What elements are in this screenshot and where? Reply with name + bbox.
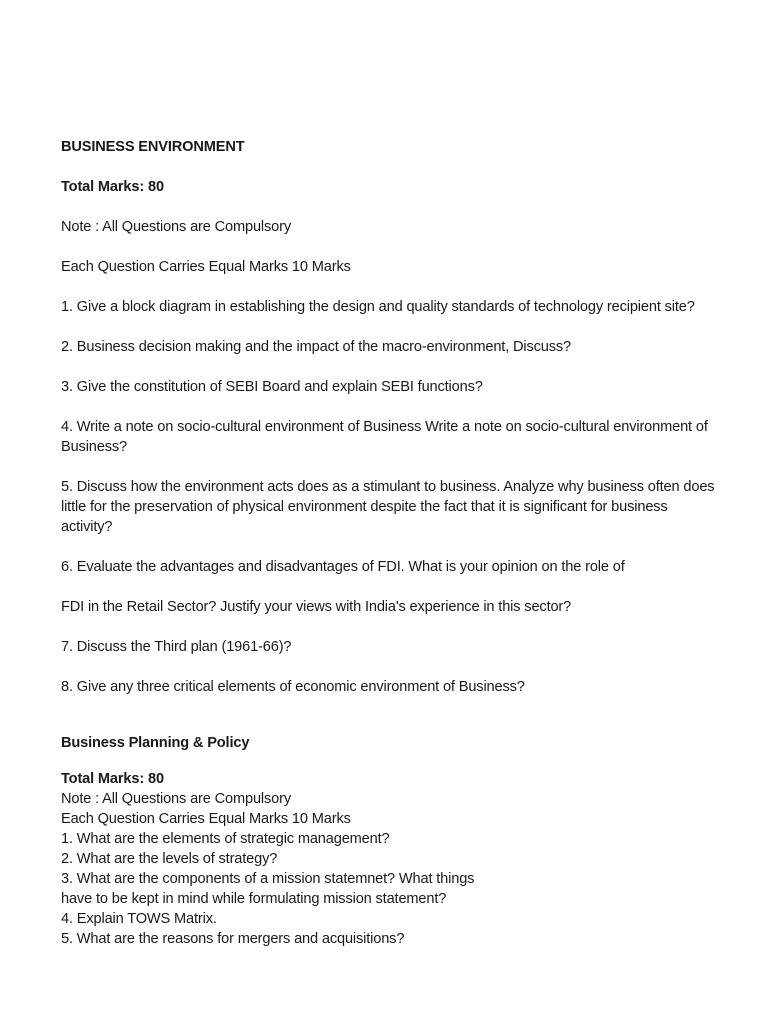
question-2: 2. What are the levels of strategy?: [61, 851, 278, 867]
question-2: 2. Business decision making and the impact of the macro-environment, Discuss?: [61, 339, 572, 355]
question-6: 6. Evaluate the advantages and disadvantages of FDI. What is your opinion on the role of: [61, 559, 625, 575]
question-8: 8. Give any three critical elements of economic environment of Business?: [61, 679, 525, 695]
question-3: 3. Give the constitution of SEBI Board and explain SEBI functions?: [61, 379, 483, 395]
question-4: 4. Explain TOWS Matrix.: [61, 911, 217, 927]
total-marks: Total Marks: 80: [61, 179, 164, 195]
question-1: 1. What are the elements of strategic management?: [61, 831, 390, 847]
marks-rule: Each Question Carries Equal Marks 10 Marks: [61, 811, 351, 827]
question-3: 3. What are the components of a mission statemnet? What things: [61, 871, 475, 887]
section-title: BUSINESS ENVIRONMENT: [61, 139, 245, 155]
question-7: 7. Discuss the Third plan (1961-66)?: [61, 639, 292, 655]
document-page: [61, 137, 721, 949]
section-title: Business Planning & Policy: [61, 735, 250, 751]
note: Note : All Questions are Compulsory: [61, 791, 291, 807]
question-5: 5. What are the reasons for mergers and acquisitions?: [61, 931, 405, 947]
total-marks: Total Marks: 80: [61, 771, 164, 787]
question-4: 4. Write a note on socio-cultural environment of Business Write a note on socio-cultural environment of Business?: [61, 419, 708, 455]
marks-rule: Each Question Carries Equal Marks 10 Marks: [61, 259, 351, 275]
note: Note : All Questions are Compulsory: [61, 219, 291, 235]
question-3-continued: have to be kept in mind while formulating mission statement?: [61, 891, 447, 907]
question-5: 5. Discuss how the environment acts does as a stimulant to business. Analyze why business often does little for the preservation of physical environment despite the fact that it is significant for business activity?: [61, 479, 715, 535]
question-6-continued: FDI in the Retail Sector? Justify your views with India's experience in this sector?: [61, 599, 572, 615]
question-1: 1. Give a block diagram in establishing the design and quality standards of technology recipient site?: [61, 299, 695, 315]
